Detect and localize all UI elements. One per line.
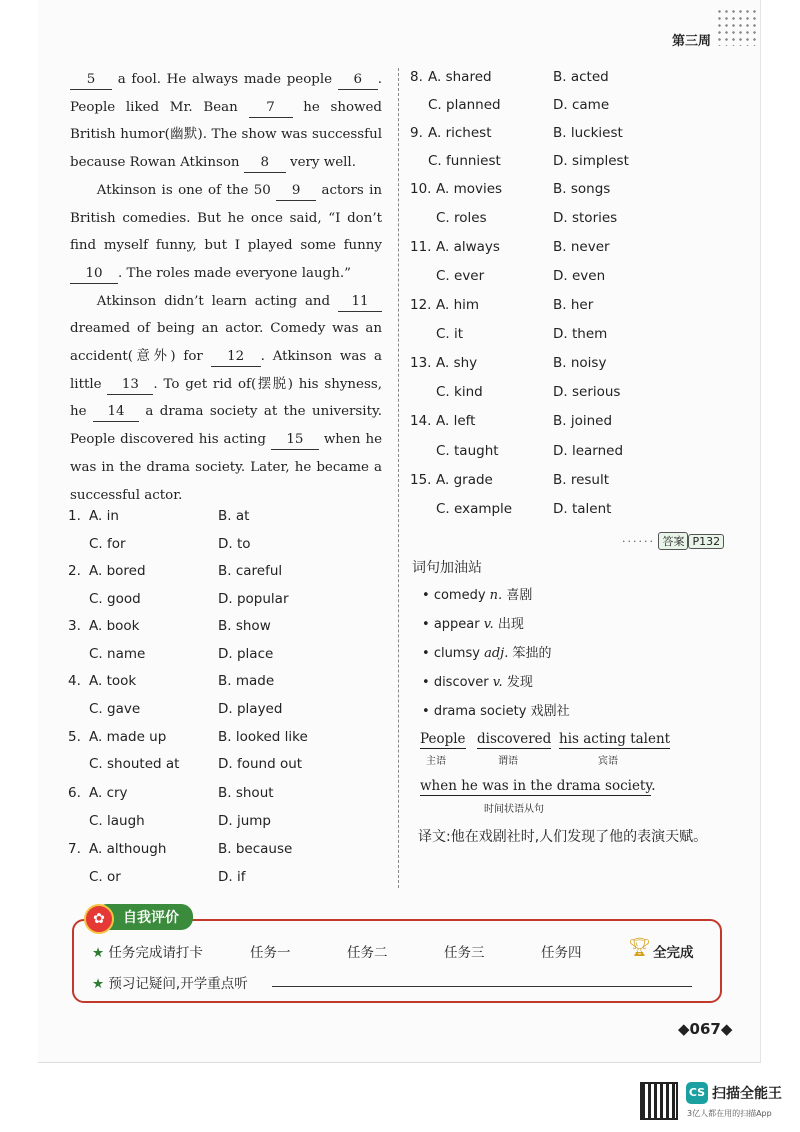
option-a: A. shy — [436, 355, 478, 371]
option-a: A. left — [436, 413, 476, 429]
blank-15: 15 — [271, 431, 319, 450]
subject-label: 主语 — [426, 756, 446, 767]
sentence-verb: discovered — [477, 731, 552, 747]
blank-10: 10 — [70, 265, 118, 284]
question-number: 5. — [68, 729, 81, 745]
option-a: A. bored — [89, 563, 146, 579]
option-d: D. serious — [553, 384, 621, 400]
passage-text: . People liked Mr. Bean — [70, 72, 382, 115]
option-d: D. them — [553, 326, 608, 342]
question-number: 2. — [68, 563, 81, 579]
task-4-checkbox[interactable]: 任务四 — [541, 945, 582, 961]
option-c: C. name — [89, 646, 146, 662]
question-number: 15. — [410, 472, 432, 488]
sentence-clause: when he was in the drama society. — [420, 778, 656, 794]
vocab-item: • drama society 戏剧社 — [422, 704, 570, 719]
option-d: D. even — [553, 268, 606, 284]
option-a: A. movies — [436, 181, 503, 197]
passage-text: when he was in the drama society. Later, he became a successful actor. — [70, 432, 383, 503]
passage-text: dreamed of being an actor. Comedy was an accident(意外) for — [70, 321, 382, 365]
verb-label: 谓语 — [498, 756, 518, 767]
option-d: D. played — [218, 701, 283, 717]
option-c: C. funniest — [428, 153, 501, 169]
object-label: 宾语 — [598, 756, 618, 767]
option-b: B. careful — [218, 563, 283, 579]
option-d: D. popular — [218, 591, 289, 607]
vocab-item: • appear v. 出现 — [422, 617, 524, 632]
option-c: C. laugh — [89, 813, 145, 829]
option-b: B. show — [218, 618, 271, 634]
blank-12: 12 — [211, 348, 261, 367]
vocab-item: • comedy n. 喜剧 — [422, 588, 533, 603]
option-a: A. took — [89, 673, 137, 689]
option-b: B. result — [553, 472, 610, 488]
option-c: C. gave — [89, 701, 141, 717]
notes-line[interactable] — [272, 986, 692, 987]
blank-5: 5 — [70, 71, 112, 90]
blank-13: 13 — [107, 376, 153, 395]
option-a: A. always — [436, 239, 500, 255]
task-row-label: 任务完成请打卡 — [108, 945, 203, 961]
all-complete-checkbox[interactable]: 全完成 — [653, 945, 694, 961]
camscanner-name: 扫描全能王 — [712, 1086, 782, 1102]
option-a: A. in — [89, 508, 119, 524]
option-b: B. luckiest — [553, 125, 623, 141]
option-c: C. ever — [436, 268, 485, 284]
vocab-item: • clumsy adj. 笨拙的 — [422, 646, 552, 661]
blank-9: 9 — [276, 182, 316, 201]
passage-text: very well. — [285, 155, 356, 171]
option-b: B. at — [218, 508, 250, 524]
blank-6: 6 — [338, 71, 378, 90]
question-number: 12. — [410, 297, 432, 313]
question-number: 8. — [410, 69, 423, 85]
option-a: A. cry — [89, 785, 128, 801]
option-c: C. example — [436, 501, 513, 517]
camscanner-logo: CS — [686, 1082, 708, 1104]
passage-text: a fool. He always made people — [112, 72, 338, 87]
option-d: D. jump — [218, 813, 272, 829]
passage-text: . Atkinson was a little — [70, 349, 382, 392]
option-b: B. joined — [553, 413, 613, 429]
question-number: 4. — [68, 673, 81, 689]
option-c: C. or — [89, 869, 121, 885]
option-c: C. roles — [436, 210, 487, 226]
option-c: C. planned — [428, 97, 501, 113]
blank-14: 14 — [93, 403, 139, 422]
option-c: C. for — [89, 536, 126, 552]
question-number: 3. — [68, 618, 81, 634]
qr-code — [640, 1082, 678, 1120]
option-a: A. made up — [89, 729, 167, 745]
question-number: 11. — [410, 239, 432, 255]
question-number: 10. — [410, 181, 432, 197]
question-number: 6. — [68, 785, 81, 801]
blank-8: 8 — [244, 154, 286, 173]
option-b: B. shout — [218, 785, 274, 801]
page-number: ◆067◆ — [678, 1020, 733, 1038]
option-d: D. simplest — [553, 153, 629, 169]
star-icon: ★ — [92, 976, 105, 992]
star-icon: ★ — [92, 945, 105, 961]
translation: 译文:他在戏剧社时,人们发现了他的表演天赋。 — [418, 829, 708, 845]
trophy-icon: 🏆︎ — [628, 937, 651, 958]
option-c: C. shouted at — [89, 756, 180, 772]
question-number: 9. — [410, 125, 423, 141]
question-number: 7. — [68, 841, 81, 857]
option-d: D. talent — [553, 501, 612, 517]
option-a: A. grade — [436, 472, 493, 488]
option-b: B. because — [218, 841, 293, 857]
option-a: A. shared — [428, 69, 492, 85]
task-3-checkbox[interactable]: 任务三 — [444, 945, 485, 961]
task-row — [92, 941, 203, 961]
option-d: D. to — [218, 536, 251, 552]
option-b: B. noisy — [553, 355, 607, 371]
notes-label: 预习记疑问,开学重点听 — [108, 976, 248, 992]
sentence-object: his acting talent — [559, 731, 671, 747]
option-b: B. songs — [553, 181, 611, 197]
passage-paragraph-1 — [70, 66, 382, 509]
answer-tag: 答案 — [658, 532, 688, 550]
option-d: D. if — [218, 869, 246, 885]
decorative-dots — [716, 8, 760, 46]
option-d: D. found out — [218, 756, 303, 772]
vocab-title: 词句加油站 — [412, 560, 482, 576]
camscanner-tagline: 3亿人都在用的扫描App — [687, 1109, 772, 1118]
column-divider — [398, 68, 399, 888]
answer-page-reference: ······ 答案 P132 — [622, 532, 724, 550]
vocab-item: • discover v. 发现 — [422, 675, 533, 690]
option-a: A. book — [89, 618, 140, 634]
task-1-checkbox[interactable]: 任务一 — [250, 945, 291, 961]
option-c: C. taught — [436, 443, 499, 459]
option-a: A. although — [89, 841, 167, 857]
option-b: B. acted — [553, 69, 609, 85]
clause-label: 时间状语从句 — [484, 804, 544, 815]
option-d: D. learned — [553, 443, 624, 459]
passage-text: actors in British comedies. But he once said, “I don’t find myself funny, but I played some funny — [70, 182, 382, 254]
question-number: 13. — [410, 355, 432, 371]
passage-text: . To get rid of(摆脱) his shyness, he — [70, 376, 382, 420]
option-b: B. made — [218, 673, 275, 689]
option-a: A. richest — [428, 125, 492, 141]
option-b: B. never — [553, 239, 610, 255]
task-2-checkbox[interactable]: 任务二 — [347, 945, 388, 961]
passage-text: Atkinson didn’t learn acting and — [96, 293, 338, 309]
option-c: C. kind — [436, 384, 483, 400]
option-c: C. it — [436, 326, 464, 342]
week-label: 第三周 — [672, 34, 712, 49]
option-b: B. looked like — [218, 729, 308, 745]
award-icon: ✿ — [84, 904, 114, 934]
question-number: 1. — [68, 508, 81, 524]
question-number: 14. — [410, 413, 432, 429]
option-d: D. stories — [553, 210, 618, 226]
blank-7: 7 — [249, 99, 293, 118]
passage-text: he showed British humor(幽默). The show was successful because Rowan Atkinson — [70, 99, 382, 171]
passage-text: . The roles made everyone laugh.” — [118, 265, 351, 281]
notes-row — [92, 972, 248, 992]
passage-text: Atkinson is one of the 50 — [96, 182, 277, 198]
option-d: D. place — [218, 646, 274, 662]
answer-page: P132 — [688, 534, 724, 549]
self-eval-title: 自我评价 — [95, 904, 193, 930]
option-b: B. her — [553, 297, 594, 313]
blank-11: 11 — [338, 293, 382, 312]
passage-text: a drama society at the university. People discovered his acting — [70, 404, 382, 448]
option-d: D. came — [553, 97, 610, 113]
option-c: C. good — [89, 591, 141, 607]
sentence-subject: People — [420, 731, 466, 747]
option-a: A. him — [436, 297, 480, 313]
